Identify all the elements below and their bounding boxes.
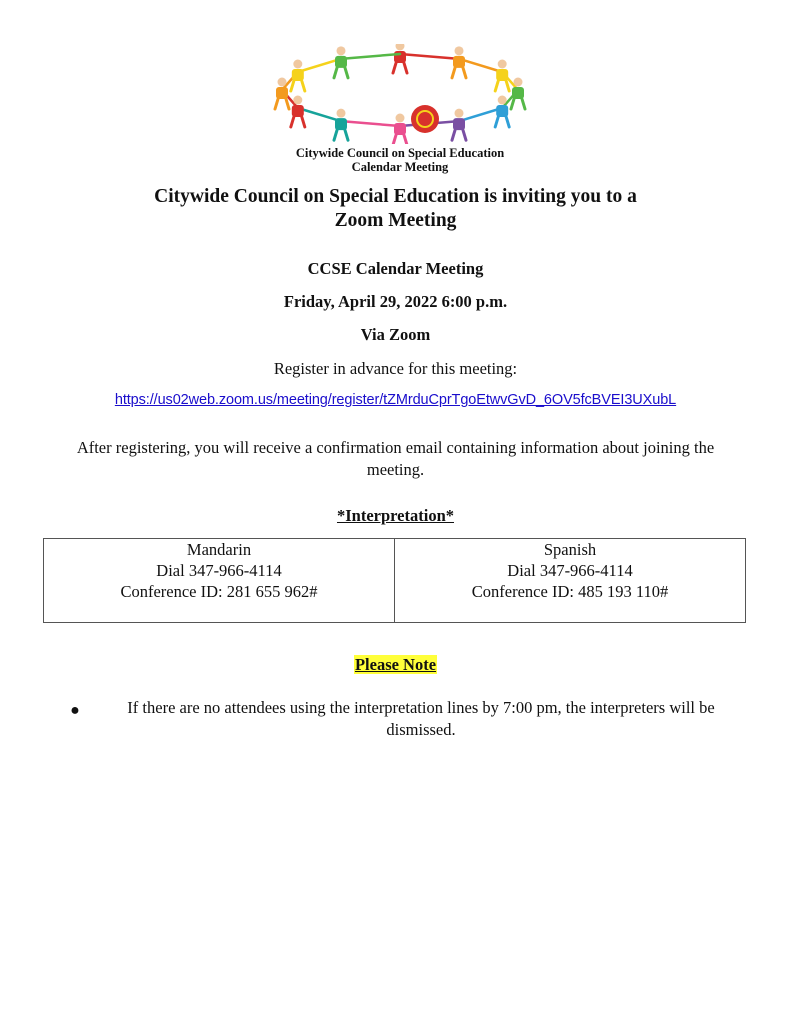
meeting-venue: Via Zoom	[360, 325, 431, 344]
dial-number: Dial 347-966-4114	[156, 561, 282, 580]
child-figure	[495, 60, 518, 92]
note-bullet-text: If there are no attendees using the interpretation lines by 7:00 pm, the interpreters will be dismissed.	[127, 698, 715, 739]
child-figure	[459, 96, 509, 128]
language-label: Mandarin	[186, 540, 252, 559]
language-label: Spanish	[543, 540, 597, 559]
child-figure	[334, 46, 400, 78]
child-figure	[341, 114, 407, 145]
register-prompt: Register in advance for this meeting:	[273, 359, 518, 378]
interpretation-table	[43, 538, 746, 623]
please-note-highlight: Please Note	[354, 655, 437, 674]
conference-id: Conference ID: 485 193 110#	[471, 582, 669, 601]
meeting-datetime: Friday, April 29, 2022 6:00 p.m.	[283, 292, 508, 311]
dial-number: Dial 347-966-4114	[507, 561, 633, 580]
council-logo	[255, 44, 545, 176]
interpretation-cell-spanish	[395, 539, 746, 623]
logo-title: Citywide Council on Special Education	[295, 146, 505, 160]
child-figure	[452, 46, 502, 78]
logo-subtitle: Calendar Meeting	[351, 160, 449, 174]
interpretation-cell-mandarin	[44, 539, 395, 623]
bullet-icon: ●	[70, 702, 80, 719]
please-note-heading	[0, 655, 791, 675]
conference-id: Conference ID: 281 655 962#	[120, 582, 318, 601]
child-figure	[393, 44, 459, 73]
children-circle-icon	[255, 44, 545, 144]
interpretation-heading: *Interpretation*	[336, 506, 454, 525]
register-link[interactable]: https://us02web.zoom.us/meeting/register/tZMrduCprTgoEtwvGvD_6OV5fcBVEI3UXubL	[114, 392, 677, 408]
invite-heading-line1: Citywide Council on Special Education is inviting you to a	[154, 186, 637, 207]
meeting-name: CCSE Calendar Meeting	[307, 259, 484, 278]
confirmation-text: After registering, you will receive a confirmation email containing information about joining the meeting.	[76, 438, 715, 479]
invite-heading-line2: Zoom Meeting	[334, 210, 457, 231]
